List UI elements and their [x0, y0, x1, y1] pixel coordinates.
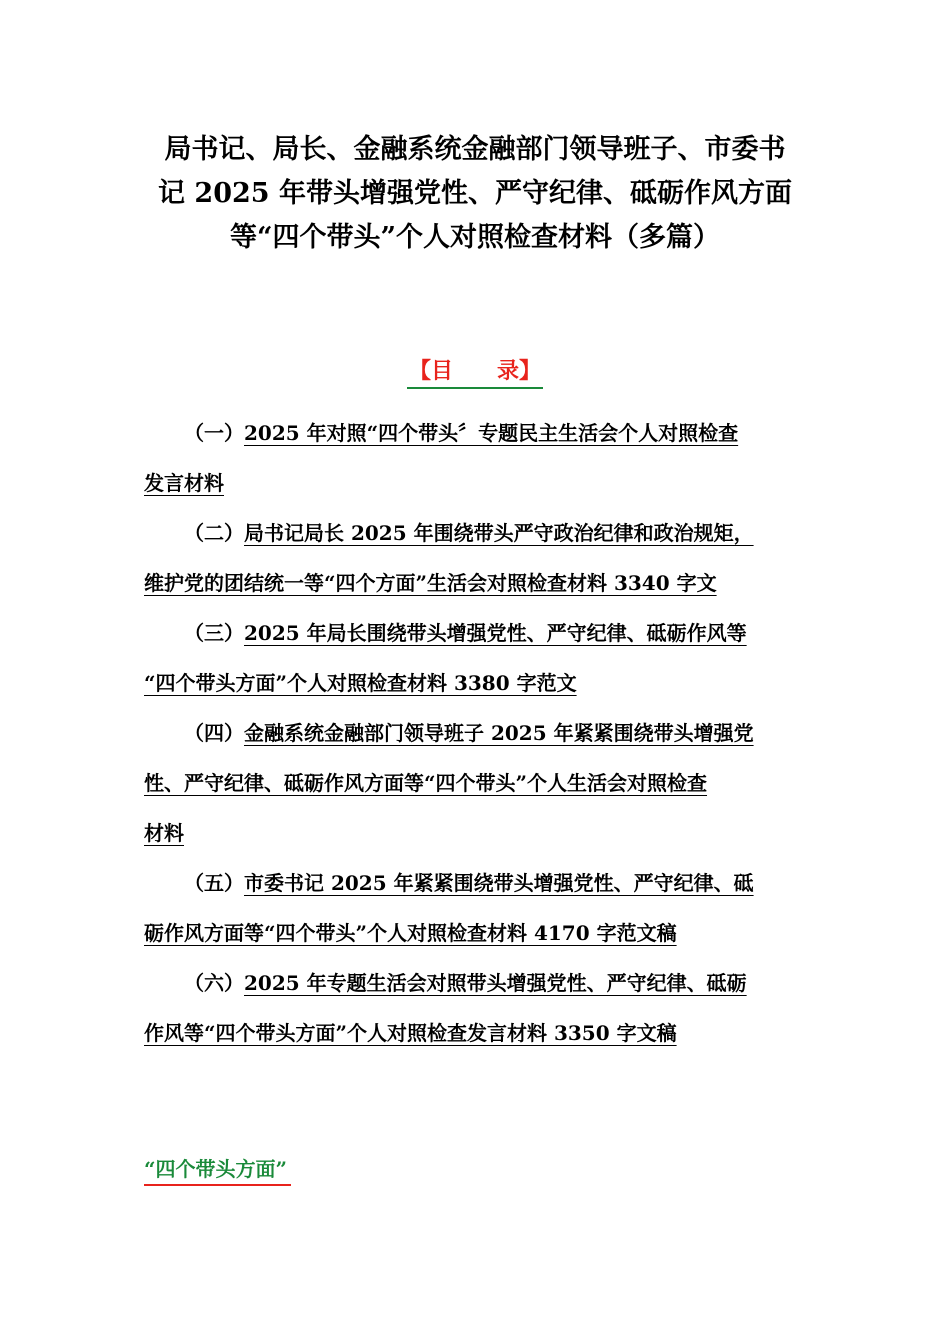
toc-line[interactable]: [144, 558, 804, 608]
title-line: 等“四个带头”个人对照检查材料（多篇）: [229, 222, 721, 253]
toc-link-text[interactable]: 市委书记 2025 年紧紧围绕带头增强党性、严守纪律、砥: [244, 871, 754, 895]
toc-link-text[interactable]: 2025 年对照“四个带头〞专题民主生活会个人对照检查: [244, 421, 739, 445]
section-heading: “四个带头方面”: [144, 1154, 291, 1186]
toc-item-6[interactable]: [144, 958, 804, 1058]
toc-line[interactable]: [144, 458, 804, 508]
toc-heading-text: 【目 录】: [407, 356, 543, 389]
toc-line[interactable]: [144, 1008, 804, 1058]
toc-item-4[interactable]: [144, 708, 804, 858]
table-of-contents: [144, 408, 804, 1058]
toc-line[interactable]: [144, 908, 804, 958]
toc-item-number: （三）: [184, 621, 244, 645]
toc-item-3[interactable]: [144, 608, 804, 708]
toc-link-text[interactable]: 作风等“四个带头方面”个人对照检查发言材料 3350 字文稿: [144, 1021, 677, 1045]
toc-link-text[interactable]: 材料: [144, 821, 184, 845]
toc-link-text[interactable]: “四个带头方面”个人对照检查材料 3380 字范文: [144, 671, 577, 695]
toc-item-1[interactable]: [144, 408, 804, 508]
toc-line[interactable]: [144, 658, 804, 708]
toc-link-text[interactable]: 2025 年专题生活会对照带头增强党性、严守纪律、砥砺: [244, 971, 747, 995]
toc-link-text[interactable]: 砺作风方面等“四个带头”个人对照检查材料 4170 字范文稿: [144, 921, 677, 945]
title-line: 局书记、局长、金融系统金融部门领导班子、市委书: [164, 134, 786, 165]
toc-line[interactable]: [144, 958, 804, 1008]
toc-line[interactable]: [144, 408, 804, 458]
toc-line[interactable]: [144, 758, 804, 808]
toc-item-number: （六）: [184, 971, 244, 995]
toc-item-number: （五）: [184, 871, 244, 895]
toc-line[interactable]: [144, 808, 804, 858]
toc-link-text[interactable]: 性、严守纪律、砥砺作风方面等“四个带头”个人生活会对照检查: [144, 771, 708, 795]
toc-link-text[interactable]: 2025 年局长围绕带头增强党性、严守纪律、砥砺作风等: [244, 621, 747, 645]
toc-item-5[interactable]: [144, 858, 804, 958]
toc-line[interactable]: [144, 708, 804, 758]
toc-line[interactable]: [144, 858, 804, 908]
toc-item-number: （四）: [184, 721, 244, 745]
toc-heading: [0, 356, 950, 389]
toc-link-text[interactable]: 金融系统金融部门领导班子 2025 年紧紧围绕带头增强党: [244, 721, 754, 745]
document-title: [120, 128, 830, 260]
toc-link-text[interactable]: 维护党的团结统一等“四个方面”生活会对照检查材料 3340 字文: [144, 571, 717, 595]
title-line: 记 2025 年带头增强党性、严守纪律、砥砺作风方面: [158, 178, 792, 209]
toc-line[interactable]: [144, 508, 804, 558]
toc-item-number: （二）: [184, 521, 244, 545]
toc-link-text[interactable]: 发言材料: [144, 471, 224, 495]
toc-item-number: （一）: [184, 421, 244, 445]
toc-item-2[interactable]: [144, 508, 804, 608]
toc-line[interactable]: [144, 608, 804, 658]
toc-link-text[interactable]: 局书记局长 2025 年围绕带头严守政治纪律和政治规矩，: [244, 521, 754, 545]
